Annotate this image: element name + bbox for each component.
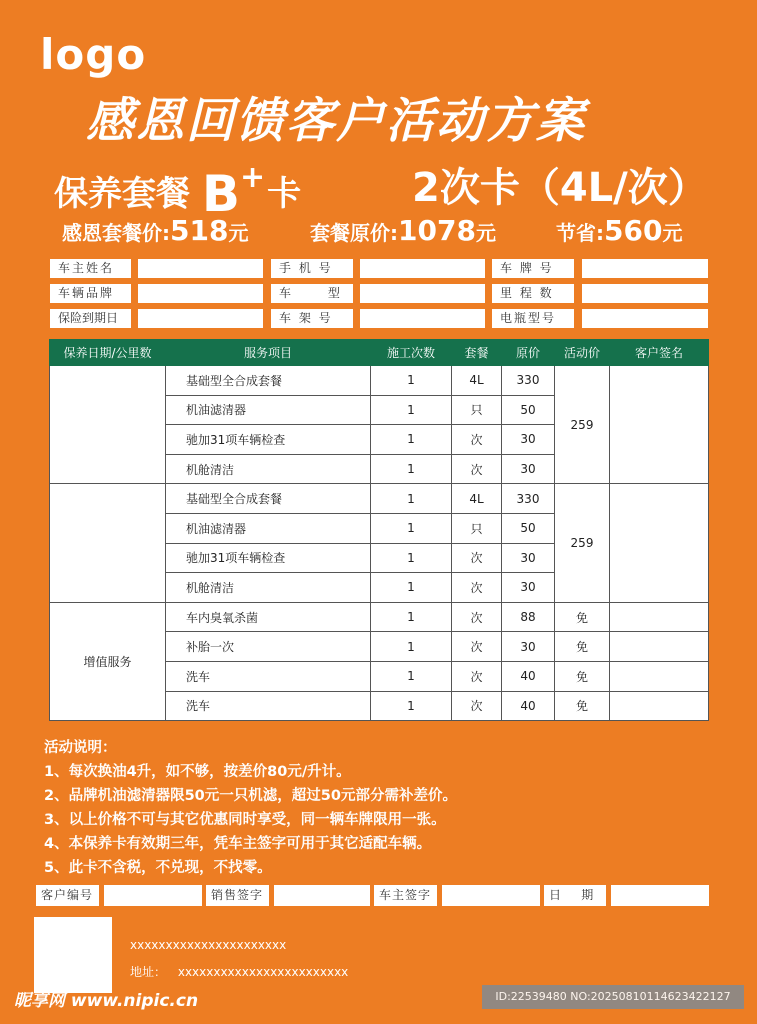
- sales-sign-field[interactable]: [274, 885, 370, 906]
- battery-field[interactable]: [582, 309, 708, 328]
- phone-label: 手 机 号: [271, 259, 353, 278]
- owner-sign-label: 车主签字: [374, 885, 437, 906]
- original-price: [310, 214, 496, 247]
- price-cell: 330: [502, 484, 555, 514]
- page-title: 感恩回馈客户活动方案: [86, 93, 587, 149]
- times-cell: 1: [371, 691, 452, 721]
- times-cell: 1: [371, 661, 452, 691]
- brand-label: 车辆品牌: [50, 284, 131, 303]
- promo-cell: 免: [555, 661, 610, 691]
- note-item: 4、本保养卡有效期三年，凭车主签字可用于其它适配车辆。: [44, 836, 432, 852]
- times-cell: 1: [371, 395, 452, 425]
- package-cell: 次: [452, 543, 502, 573]
- table-row: [50, 602, 709, 632]
- plate-field[interactable]: [582, 259, 708, 278]
- original-price-label: 套餐原价:: [310, 221, 398, 245]
- signature-cell[interactable]: [610, 632, 709, 662]
- signature-cell[interactable]: [610, 602, 709, 632]
- note-item: 1、每次换油4升，如不够，按差价80元/升计。: [44, 764, 351, 780]
- group1-signature-cell[interactable]: [610, 366, 709, 484]
- package-cell: 次: [452, 691, 502, 721]
- price-cell: 30: [502, 632, 555, 662]
- vin-field[interactable]: [360, 309, 485, 328]
- notes-title: 活动说明：: [44, 740, 117, 756]
- mileage-label: 里 程 数: [492, 284, 574, 303]
- promo-price: [62, 214, 248, 247]
- service-item: 补胎一次: [166, 632, 371, 662]
- date-field[interactable]: [611, 885, 709, 906]
- price-cell: 330: [502, 366, 555, 396]
- group2-promo-cell: 259: [555, 484, 610, 602]
- col-header-signature: 客户签名: [610, 340, 709, 366]
- date-label: 日 期: [544, 885, 606, 906]
- service-table: [49, 339, 709, 721]
- price-cell: 30: [502, 425, 555, 455]
- times-cell: 1: [371, 454, 452, 484]
- package-cell: 次: [452, 425, 502, 455]
- original-price-value: 1078: [398, 214, 476, 247]
- save-price: [556, 214, 682, 247]
- note-item: 3、以上价格不可与其它优惠同时享受，同一辆车牌限用一张。: [44, 812, 446, 828]
- package-cell: 次: [452, 573, 502, 603]
- times-cell: 1: [371, 425, 452, 455]
- value-added-label: 增值服务: [50, 602, 166, 720]
- owner-sign-field[interactable]: [442, 885, 540, 906]
- col-header-times: 施工次数: [371, 340, 452, 366]
- vin-label: 车 架 号: [271, 309, 353, 328]
- owner-name-label: 车主姓名: [50, 259, 131, 278]
- price-cell: 50: [502, 513, 555, 543]
- model-label: 车 型: [271, 284, 353, 303]
- promo-cell: 免: [555, 691, 610, 721]
- col-header-service: 服务项目: [166, 340, 371, 366]
- group2-signature-cell[interactable]: [610, 484, 709, 602]
- times-cell: 1: [371, 543, 452, 573]
- price-cell: 30: [502, 454, 555, 484]
- package-plus: +: [239, 160, 266, 195]
- service-item: 洗车: [166, 661, 371, 691]
- group1-date-cell[interactable]: [50, 366, 166, 484]
- original-price-unit: 元: [475, 221, 496, 245]
- save-price-unit: 元: [662, 221, 683, 245]
- times-cell: 1: [371, 484, 452, 514]
- package-cell: 4L: [452, 484, 502, 514]
- service-item: 洗车: [166, 691, 371, 721]
- service-item: 基础型全合成套餐: [166, 484, 371, 514]
- price-cell: 88: [502, 602, 555, 632]
- group1-promo-cell: 259: [555, 366, 610, 484]
- col-header-package: 套餐: [452, 340, 502, 366]
- package-cell: 只: [452, 395, 502, 425]
- service-item: 车内臭氧杀菌: [166, 602, 371, 632]
- sales-sign-label: 销售签字: [206, 885, 269, 906]
- service-item: 机油滤清器: [166, 513, 371, 543]
- package-cell: 次: [452, 454, 502, 484]
- mileage-field[interactable]: [582, 284, 708, 303]
- price-cell: 40: [502, 691, 555, 721]
- promo-price-label: 感恩套餐价:: [62, 221, 170, 245]
- times-cell: 1: [371, 632, 452, 662]
- price-cell: 50: [502, 395, 555, 425]
- table-row: [50, 484, 709, 514]
- activity-notes: [44, 736, 457, 880]
- brand-field[interactable]: [138, 284, 263, 303]
- group2-date-cell[interactable]: [50, 484, 166, 602]
- times-label: 2次卡（4L/次）: [412, 165, 708, 211]
- promo-price-value: 518: [170, 214, 229, 247]
- package-prefix: 保养套餐: [54, 174, 190, 214]
- qr-code-placeholder: [34, 917, 112, 993]
- price-cell: 30: [502, 573, 555, 603]
- table-row: [50, 366, 709, 396]
- customer-no-label: 客户编号: [36, 885, 99, 906]
- note-item: 5、此卡不含税，不兑现，不找零。: [44, 860, 272, 876]
- times-cell: 1: [371, 573, 452, 603]
- service-item: 机油滤清器: [166, 395, 371, 425]
- logo: logo: [40, 30, 147, 79]
- signature-cell[interactable]: [610, 691, 709, 721]
- price-cell: 40: [502, 661, 555, 691]
- col-header-price: 原价: [502, 340, 555, 366]
- phone-field[interactable]: [360, 259, 485, 278]
- promo-cell: 免: [555, 632, 610, 662]
- footer-line: xxxxxxxxxxxxxxxxxxxxxx: [130, 938, 287, 952]
- save-price-label: 节省:: [556, 221, 604, 245]
- package-cell: 次: [452, 602, 502, 632]
- model-field[interactable]: [360, 284, 485, 303]
- service-item: 机舱清洁: [166, 573, 371, 603]
- col-header-date: 保养日期/公里数: [50, 340, 166, 366]
- watermark: 昵享网 www.nipic.cn: [14, 991, 199, 1011]
- address-value: xxxxxxxxxxxxxxxxxxxxxxxx: [177, 965, 349, 979]
- service-item: 基础型全合成套餐: [166, 366, 371, 396]
- promo-price-unit: 元: [228, 221, 249, 245]
- service-item: 驰加31项车辆检查: [166, 543, 371, 573]
- note-item: 2、品牌机油滤清器限50元一只机滤，超过50元部分需补差价。: [44, 788, 457, 804]
- image-id-bar: ID:22539480 NO:20250810114623422127: [482, 985, 744, 1009]
- table-header-row: [50, 340, 709, 366]
- save-price-value: 560: [604, 214, 663, 247]
- times-cell: 1: [371, 602, 452, 632]
- insurance-expiry-field[interactable]: [138, 309, 263, 328]
- price-cell: 30: [502, 543, 555, 573]
- service-item: 驰加31项车辆检查: [166, 425, 371, 455]
- package-cell: 次: [452, 632, 502, 662]
- plate-label: 车 牌 号: [492, 259, 574, 278]
- owner-name-field[interactable]: [138, 259, 263, 278]
- package-cell: 4L: [452, 366, 502, 396]
- col-header-promo: 活动价: [555, 340, 610, 366]
- promo-cell: 免: [555, 602, 610, 632]
- service-item: 机舱清洁: [166, 454, 371, 484]
- signature-cell[interactable]: [610, 661, 709, 691]
- times-cell: 1: [371, 513, 452, 543]
- package-cell: 次: [452, 661, 502, 691]
- package-suffix: 卡: [267, 174, 302, 214]
- customer-no-field[interactable]: [104, 885, 202, 906]
- address-label: 地址：: [130, 965, 167, 979]
- times-cell: 1: [371, 366, 452, 396]
- package-cell: 只: [452, 513, 502, 543]
- address: [130, 963, 348, 980]
- battery-label: 电瓶型号: [492, 309, 574, 328]
- insurance-expiry-label: 保险到期日: [50, 309, 131, 328]
- package-letter: B: [201, 165, 240, 223]
